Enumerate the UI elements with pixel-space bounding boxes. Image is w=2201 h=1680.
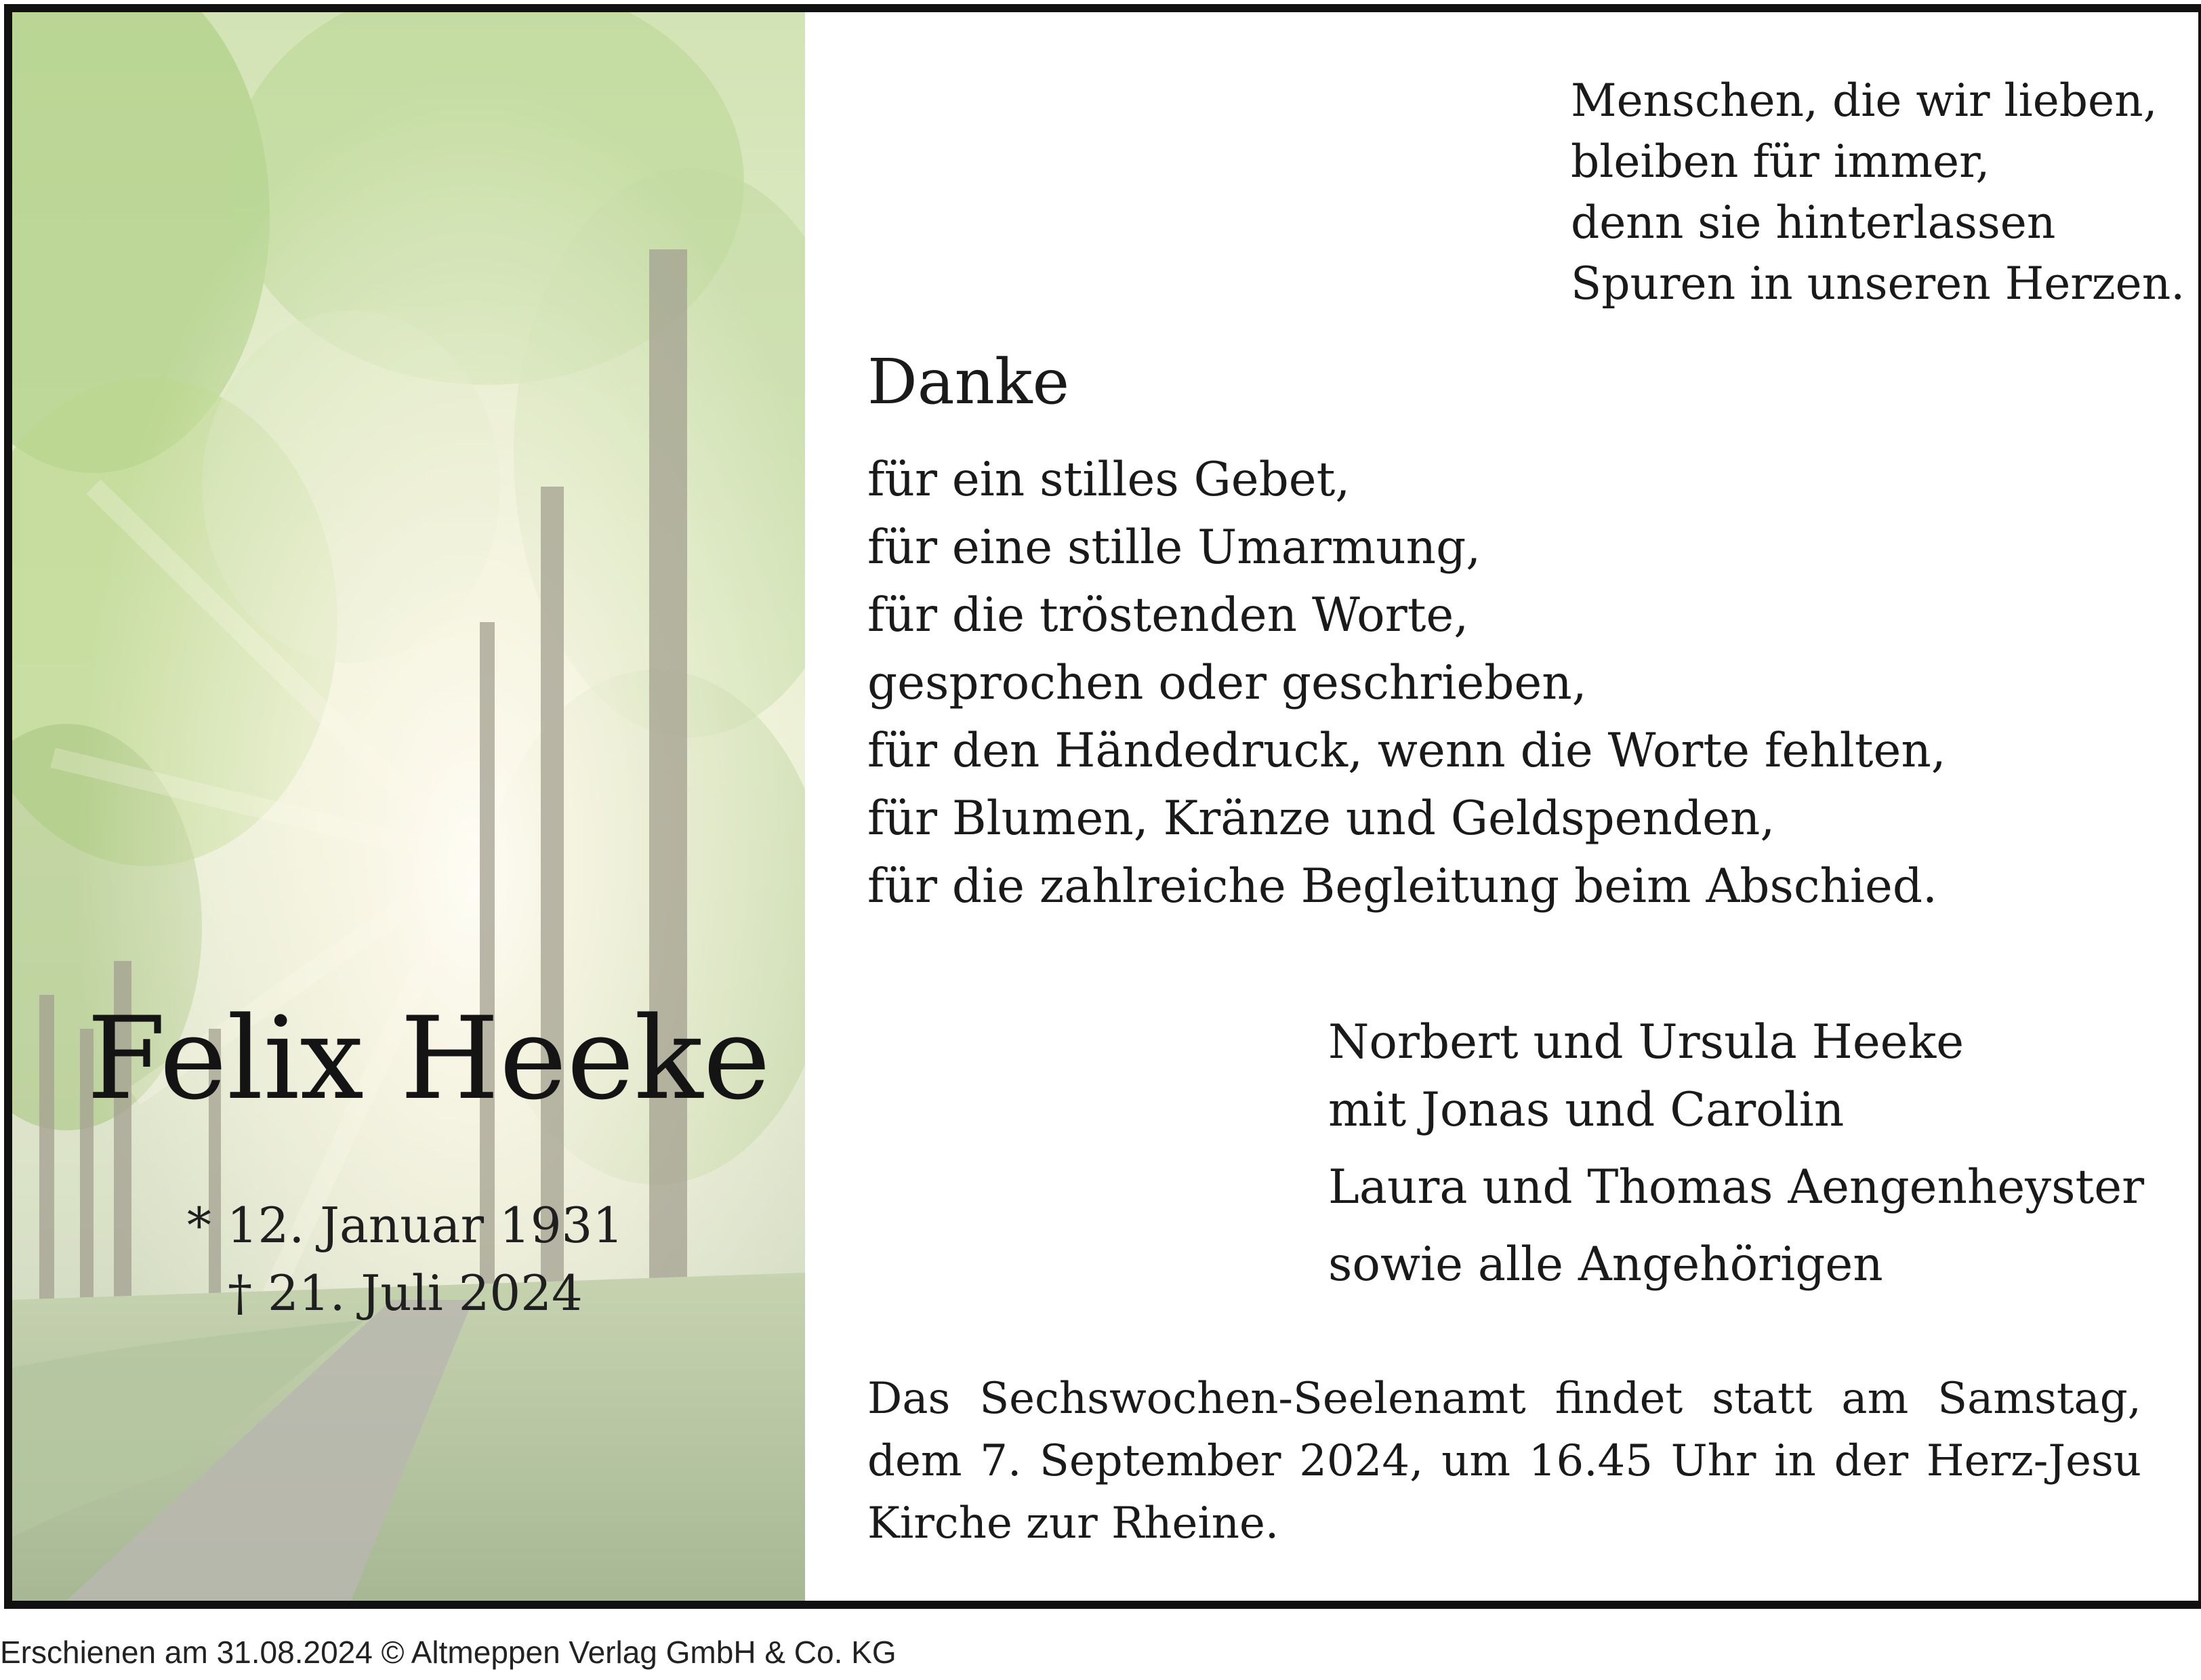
family-line: Laura und Thomas Aengenheyster (1328, 1160, 2145, 1214)
thanks-line: für den Händedruck, wenn die Worte fehlten, (867, 724, 1946, 778)
family-line: mit Jonas und Carolin (1328, 1083, 1845, 1137)
thanks-line: für eine stille Umarmung, (867, 520, 1481, 575)
life-dates (134, 1191, 676, 1327)
publication-footer: Erschienen am 31.08.2024 © Altmeppen Verlag GmbH & Co. KG (0, 1635, 897, 1670)
forest-path-photo (12, 12, 805, 1601)
thanks-list (867, 446, 2155, 920)
thanks-line: für Blumen, Kränze und Geldspenden, (867, 792, 1775, 846)
thanks-line: für die zahlreiche Begleitung beim Abschied. (867, 859, 1937, 914)
birth-date: * 12. Januar 1931 (186, 1197, 624, 1254)
family-line: sowie alle Angehörigen (1328, 1237, 1883, 1292)
poem-line: Spuren in unseren Herzen. (1571, 258, 2185, 310)
poem-line: denn sie hinterlassen (1571, 197, 2056, 249)
poem-line: Menschen, die wir lieben, (1571, 75, 2158, 127)
poem (1571, 70, 2185, 314)
thanks-title: Danke (867, 346, 1070, 418)
death-date: † 21. Juli 2024 (228, 1265, 583, 1322)
forest-illustration (12, 12, 805, 1601)
obituary-frame (4, 4, 2201, 1609)
thanks-line: gesprochen oder geschrieben, (867, 656, 1587, 710)
service-notice: Das Sechswochen-Seelenamt findet statt am Samstag, dem 7. September 2024, um 16.45 Uhr in der Herz-Jesu Kirche zur Rheine. (867, 1374, 2141, 1549)
family-signature (1328, 1008, 2175, 1298)
thanks-line: für die tröstenden Worte, (867, 588, 1469, 642)
poem-line: bleiben für immer, (1571, 136, 1990, 188)
thanks-line: für ein stilles Gebet, (867, 453, 1351, 507)
deceased-name: Felix Heeke (87, 992, 770, 1125)
family-line: Norbert und Ursula Heeke (1328, 1015, 1965, 1069)
